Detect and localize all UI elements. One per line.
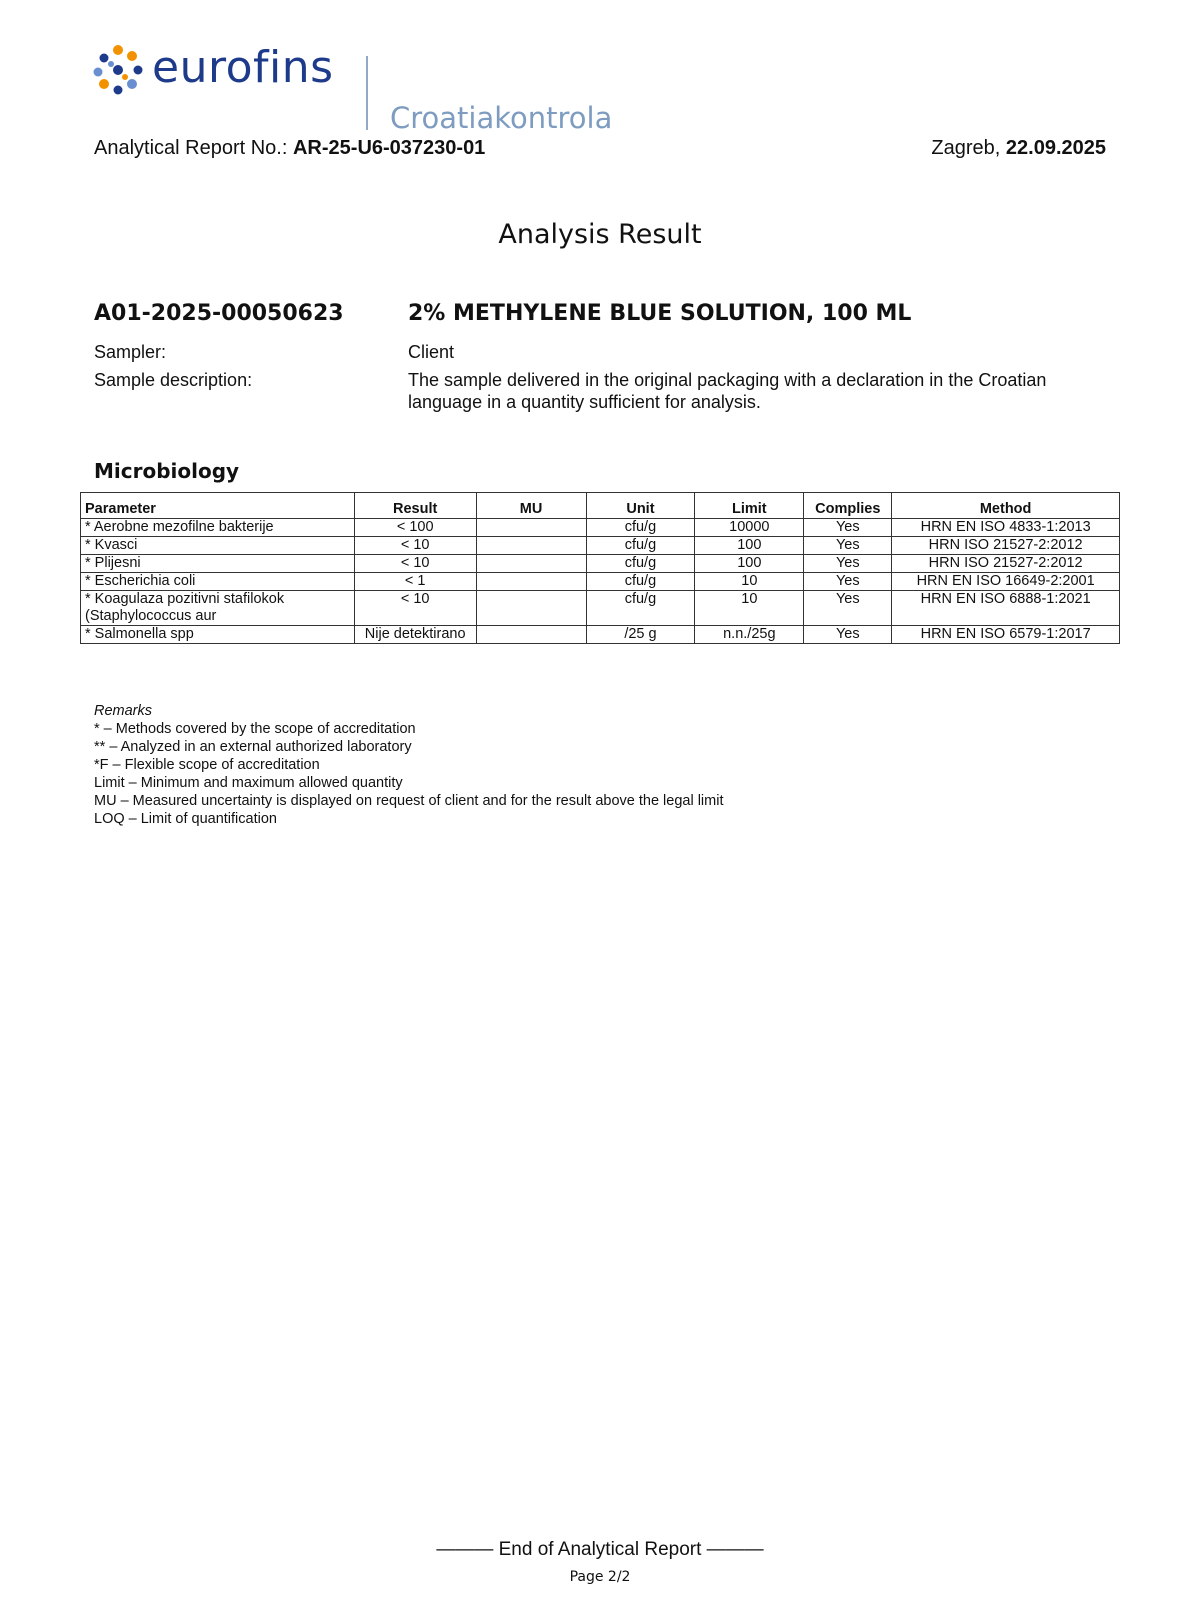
- table-cell: [476, 537, 586, 555]
- table-cell: * Kvasci: [81, 537, 355, 555]
- table-cell: < 10: [354, 537, 476, 555]
- eurofins-logo-icon: [92, 44, 144, 96]
- table-cell: * Escherichia coli: [81, 573, 355, 591]
- table-row: [81, 626, 1120, 644]
- table-header-row: [81, 493, 1120, 519]
- brand-subname: Croatiakontrola: [390, 101, 613, 135]
- table-cell: HRN EN ISO 6888-1:2021: [892, 591, 1120, 626]
- page-title: Analysis Result: [498, 219, 702, 250]
- table-cell: Yes: [804, 573, 892, 591]
- table-cell: < 10: [354, 591, 476, 626]
- section-title: Microbiology: [94, 459, 240, 483]
- column-header: Parameter: [81, 493, 355, 519]
- sample-name: 2% METHYLENE BLUE SOLUTION, 100 ML: [408, 301, 912, 326]
- table-cell: Nije detektirano: [354, 626, 476, 644]
- table-cell: cfu/g: [586, 573, 695, 591]
- table-cell: HRN EN ISO 6579-1:2017: [892, 626, 1120, 644]
- table-cell: cfu/g: [586, 537, 695, 555]
- table-cell: < 1: [354, 573, 476, 591]
- sampler-value: Client: [408, 342, 455, 362]
- table-row: [81, 555, 1120, 573]
- table-cell: * Aerobne mezofilne bakterije: [81, 519, 355, 537]
- table-cell: < 100: [354, 519, 476, 537]
- results-table: [80, 492, 1120, 644]
- table-cell: * Plijesni: [81, 555, 355, 573]
- column-header: Complies: [804, 493, 892, 519]
- report-date-line: [931, 135, 1106, 161]
- table-cell: cfu/g: [586, 591, 695, 626]
- column-header: Result: [354, 493, 476, 519]
- sample-description-label: Sample description:: [94, 370, 253, 390]
- remark-line: MU – Measured uncertainty is displayed on request of client and for the result above the legal limit: [94, 793, 724, 809]
- brand-name: eurofins: [152, 42, 334, 93]
- sample-description-value: The sample delivered in the original packaging with a declaration in the Croatian language in a quantity sufficient for analysis.: [408, 370, 1047, 412]
- table-cell: cfu/g: [586, 555, 695, 573]
- column-header: Limit: [695, 493, 804, 519]
- remark-line: Limit – Minimum and maximum allowed quantity: [94, 775, 403, 791]
- remark-line: ** – Analyzed in an external authorized laboratory: [94, 739, 412, 755]
- table-cell: /25 g: [586, 626, 695, 644]
- page-number: Page 2/2: [569, 1569, 631, 1585]
- table-cell: 100: [695, 555, 804, 573]
- table-cell: 10: [695, 591, 804, 626]
- table-cell: [476, 573, 586, 591]
- report-date: 22.09.2025: [1005, 137, 1106, 159]
- column-header: Unit: [586, 493, 695, 519]
- sample-id: A01-2025-00050623: [94, 301, 344, 326]
- remark-line: LOQ – Limit of quantification: [94, 811, 277, 827]
- remark-line: *F – Flexible scope of accreditation: [94, 757, 320, 773]
- remark-line: * – Methods covered by the scope of accreditation: [94, 721, 416, 737]
- logo-divider: [366, 56, 368, 130]
- table-cell: Yes: [804, 626, 892, 644]
- table-row: [81, 519, 1120, 537]
- table-cell: Yes: [804, 519, 892, 537]
- column-header: MU: [476, 493, 586, 519]
- table-cell: cfu/g: [586, 519, 695, 537]
- end-of-report: ——— End of Analytical Report ———: [436, 1539, 764, 1560]
- table-cell: 10: [695, 573, 804, 591]
- table-cell: [476, 591, 586, 626]
- table-row: [81, 591, 1120, 626]
- table-cell: HRN EN ISO 4833-1:2013: [892, 519, 1120, 537]
- sampler-label: Sampler:: [94, 342, 167, 362]
- table-row: [81, 537, 1120, 555]
- table-cell: HRN ISO 21527-2:2012: [892, 555, 1120, 573]
- report-number-line: [94, 135, 485, 161]
- report-number-label: Analytical Report No.:: [94, 137, 293, 159]
- column-header: Method: [892, 493, 1120, 519]
- table-cell: [476, 519, 586, 537]
- report-number: AR-25-U6-037230-01: [292, 137, 486, 159]
- table-cell: Yes: [804, 537, 892, 555]
- remarks-title: Remarks: [94, 703, 153, 719]
- table-cell: HRN EN ISO 16649-2:2001: [892, 573, 1120, 591]
- table-row: [81, 573, 1120, 591]
- report-city: Zagreb,: [931, 137, 1006, 159]
- table-cell: * Salmonella spp: [81, 626, 355, 644]
- table-cell: 100: [695, 537, 804, 555]
- table-cell: [476, 626, 586, 644]
- table-cell: < 10: [354, 555, 476, 573]
- table-cell: [476, 555, 586, 573]
- remarks: [94, 702, 723, 828]
- table-cell: Yes: [804, 555, 892, 573]
- table-cell: HRN ISO 21527-2:2012: [892, 537, 1120, 555]
- table-cell: n.n./25g: [695, 626, 804, 644]
- table-cell: * Koagulaza pozitivni stafilokok (Staphylococcus aur: [81, 591, 355, 626]
- table-cell: 10000: [695, 519, 804, 537]
- table-cell: Yes: [804, 591, 892, 626]
